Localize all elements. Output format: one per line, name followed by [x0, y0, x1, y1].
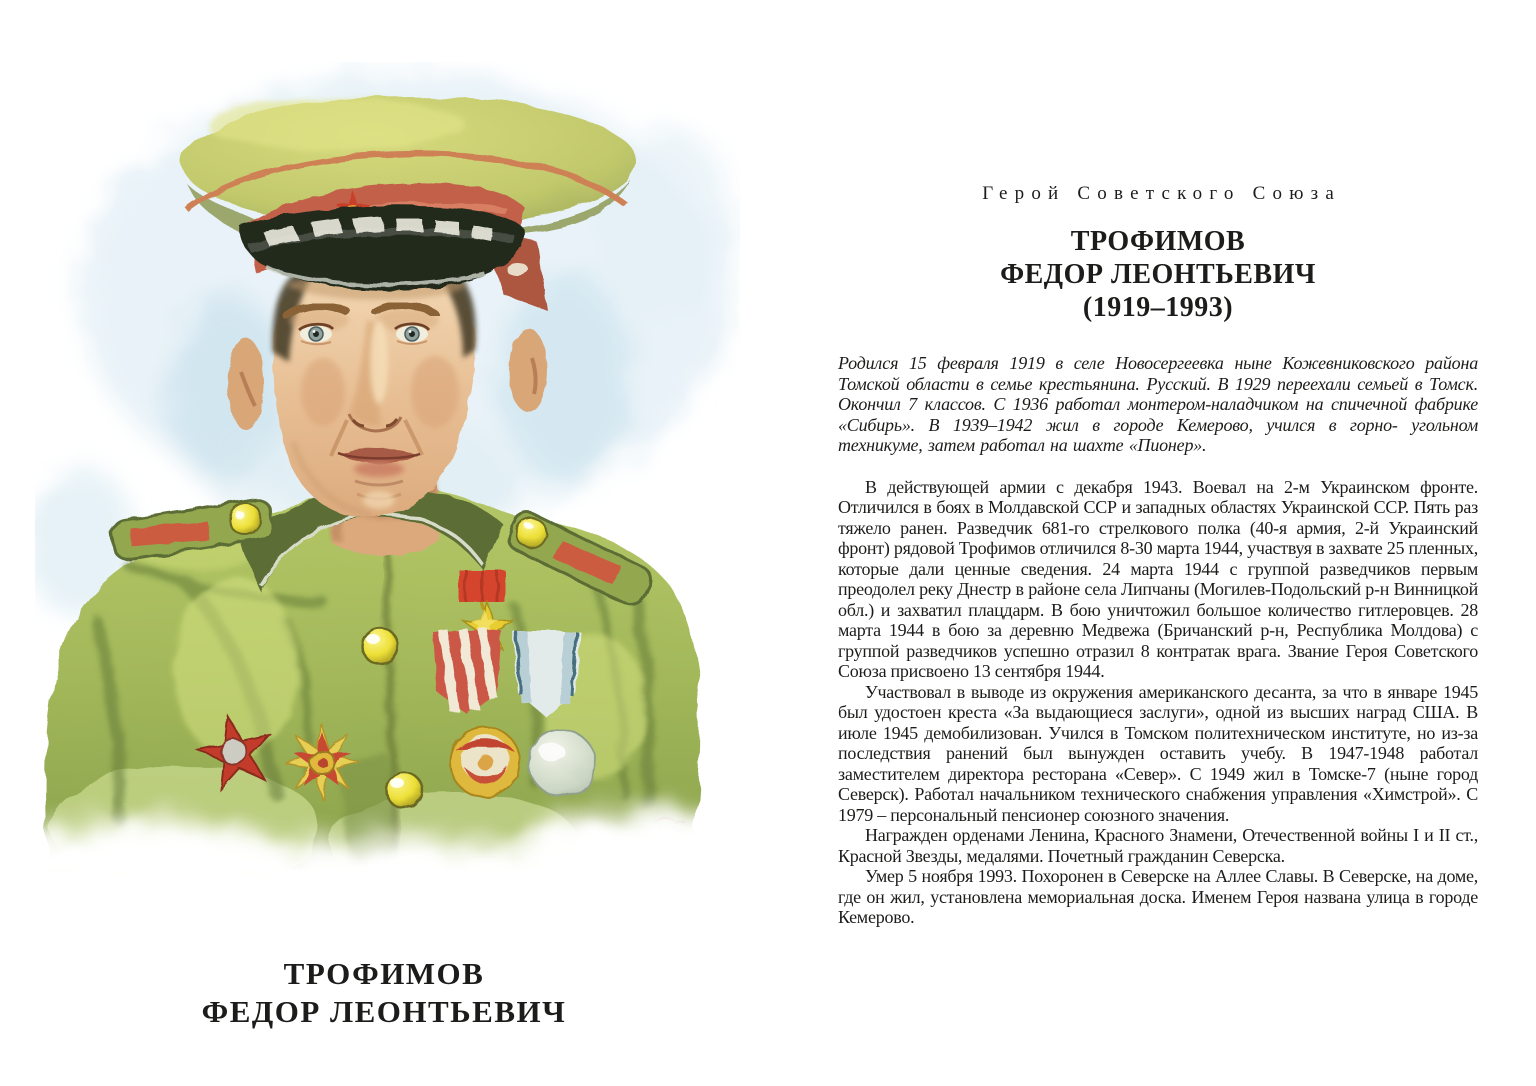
title-given-names: ФЕДОР ЛЕОНТЬЕВИЧ — [1000, 259, 1316, 290]
biography-paragraph: Умер 5 ноября 1993. Похоронен в Северске на Аллее Славы. В Северске, на доме, где он жил, установлена мемориальная доска. Именем Героя названа улица в городе Кемерово. — [838, 866, 1478, 927]
biography-body — [838, 477, 1478, 928]
biography-paragraph: Участвовал в выводе из окружения американского десанта, за что в январе 1945 был удостоен креста «За выдающиеся заслуги», одной из высших наград США. В июле 1945 демобилизован. Учился в Томском политехническом институте, но из-за последствия ранений был вынужден оставить учебу. В 1947-1948 работал заместителем директора ресторана «Север». С 1949 жил в Томске-7 (ныне город Северск). Работал начальником технического снабжения управления «Химстрой». С 1979 – персональный пенсионер союзного значения. — [838, 681, 1478, 825]
caption-line-1: ТРОФИМОВ — [283, 956, 485, 991]
title-years: (1919–1993) — [1082, 292, 1234, 323]
biography-lead-paragraph: Родился 15 февраля 1919 в селе Новосергеевка ныне Кожевниковского района Томской области в семье крестьянина. Русский. В 1929 переехали семьей в Томск. Окончил 7 классов. С 1936 работал монтером-наладчиком на спичечной фабрике «Сибирь». В 1939–1942 жил в городе Кемерово, учился в горно- угольном техникуме, затем работал на шахте «Пионер». — [838, 353, 1478, 455]
right-page — [768, 0, 1536, 1086]
hero-of-soviet-union-heading: Герой Советского Союза — [982, 183, 1342, 204]
biography-column — [838, 0, 1478, 928]
biography-paragraph: В действующей армии с декабря 1943. Воевал на 2-м Украинском фронте. Отличился в боях в Молдавской ССР и западных областях Украинской ССР. Пять раз тяжело ранен. Разведчик 681-го стрелкового полка (40-я армия, 2-й Украинский фронт) рядовой Трофимов отличился 8-30 марта 1944, участвуя в захвате 25 пленных, которые дали ценные сведения. 24 марта 1944 с группой разведчиков первым преодолел реку Днестр в районе села Липчаны (Могилев-Подольский р-н Винницкой обл.) и захватил плацдарм. В бою уничтожил большое количество гитлеровцев. 28 марта 1944 в бою за деревню Медвежа (Бричанский р-н, Республика Молдова) с группой разведчиков успешно отразил 8 контратак врага. Звание Героя Советского Союза присвоено 13 сентября 1944. — [838, 476, 1478, 681]
title-surname: ТРОФИМОВ — [1070, 226, 1246, 257]
portrait-watercolor-illustration — [35, 62, 740, 877]
caption-line-2: ФЕДОР ЛЕОНТЬЕВИЧ — [201, 994, 567, 1029]
order-patriotic-war — [284, 724, 360, 800]
biography-title — [838, 225, 1478, 324]
biography-paragraph: Награжден орденами Ленина, Красного Знамени, Отечественной войны I и II ст., Красной Звезды, медалями. Почетный гражданин Северска. — [838, 825, 1478, 866]
portrait-caption — [0, 955, 768, 1031]
